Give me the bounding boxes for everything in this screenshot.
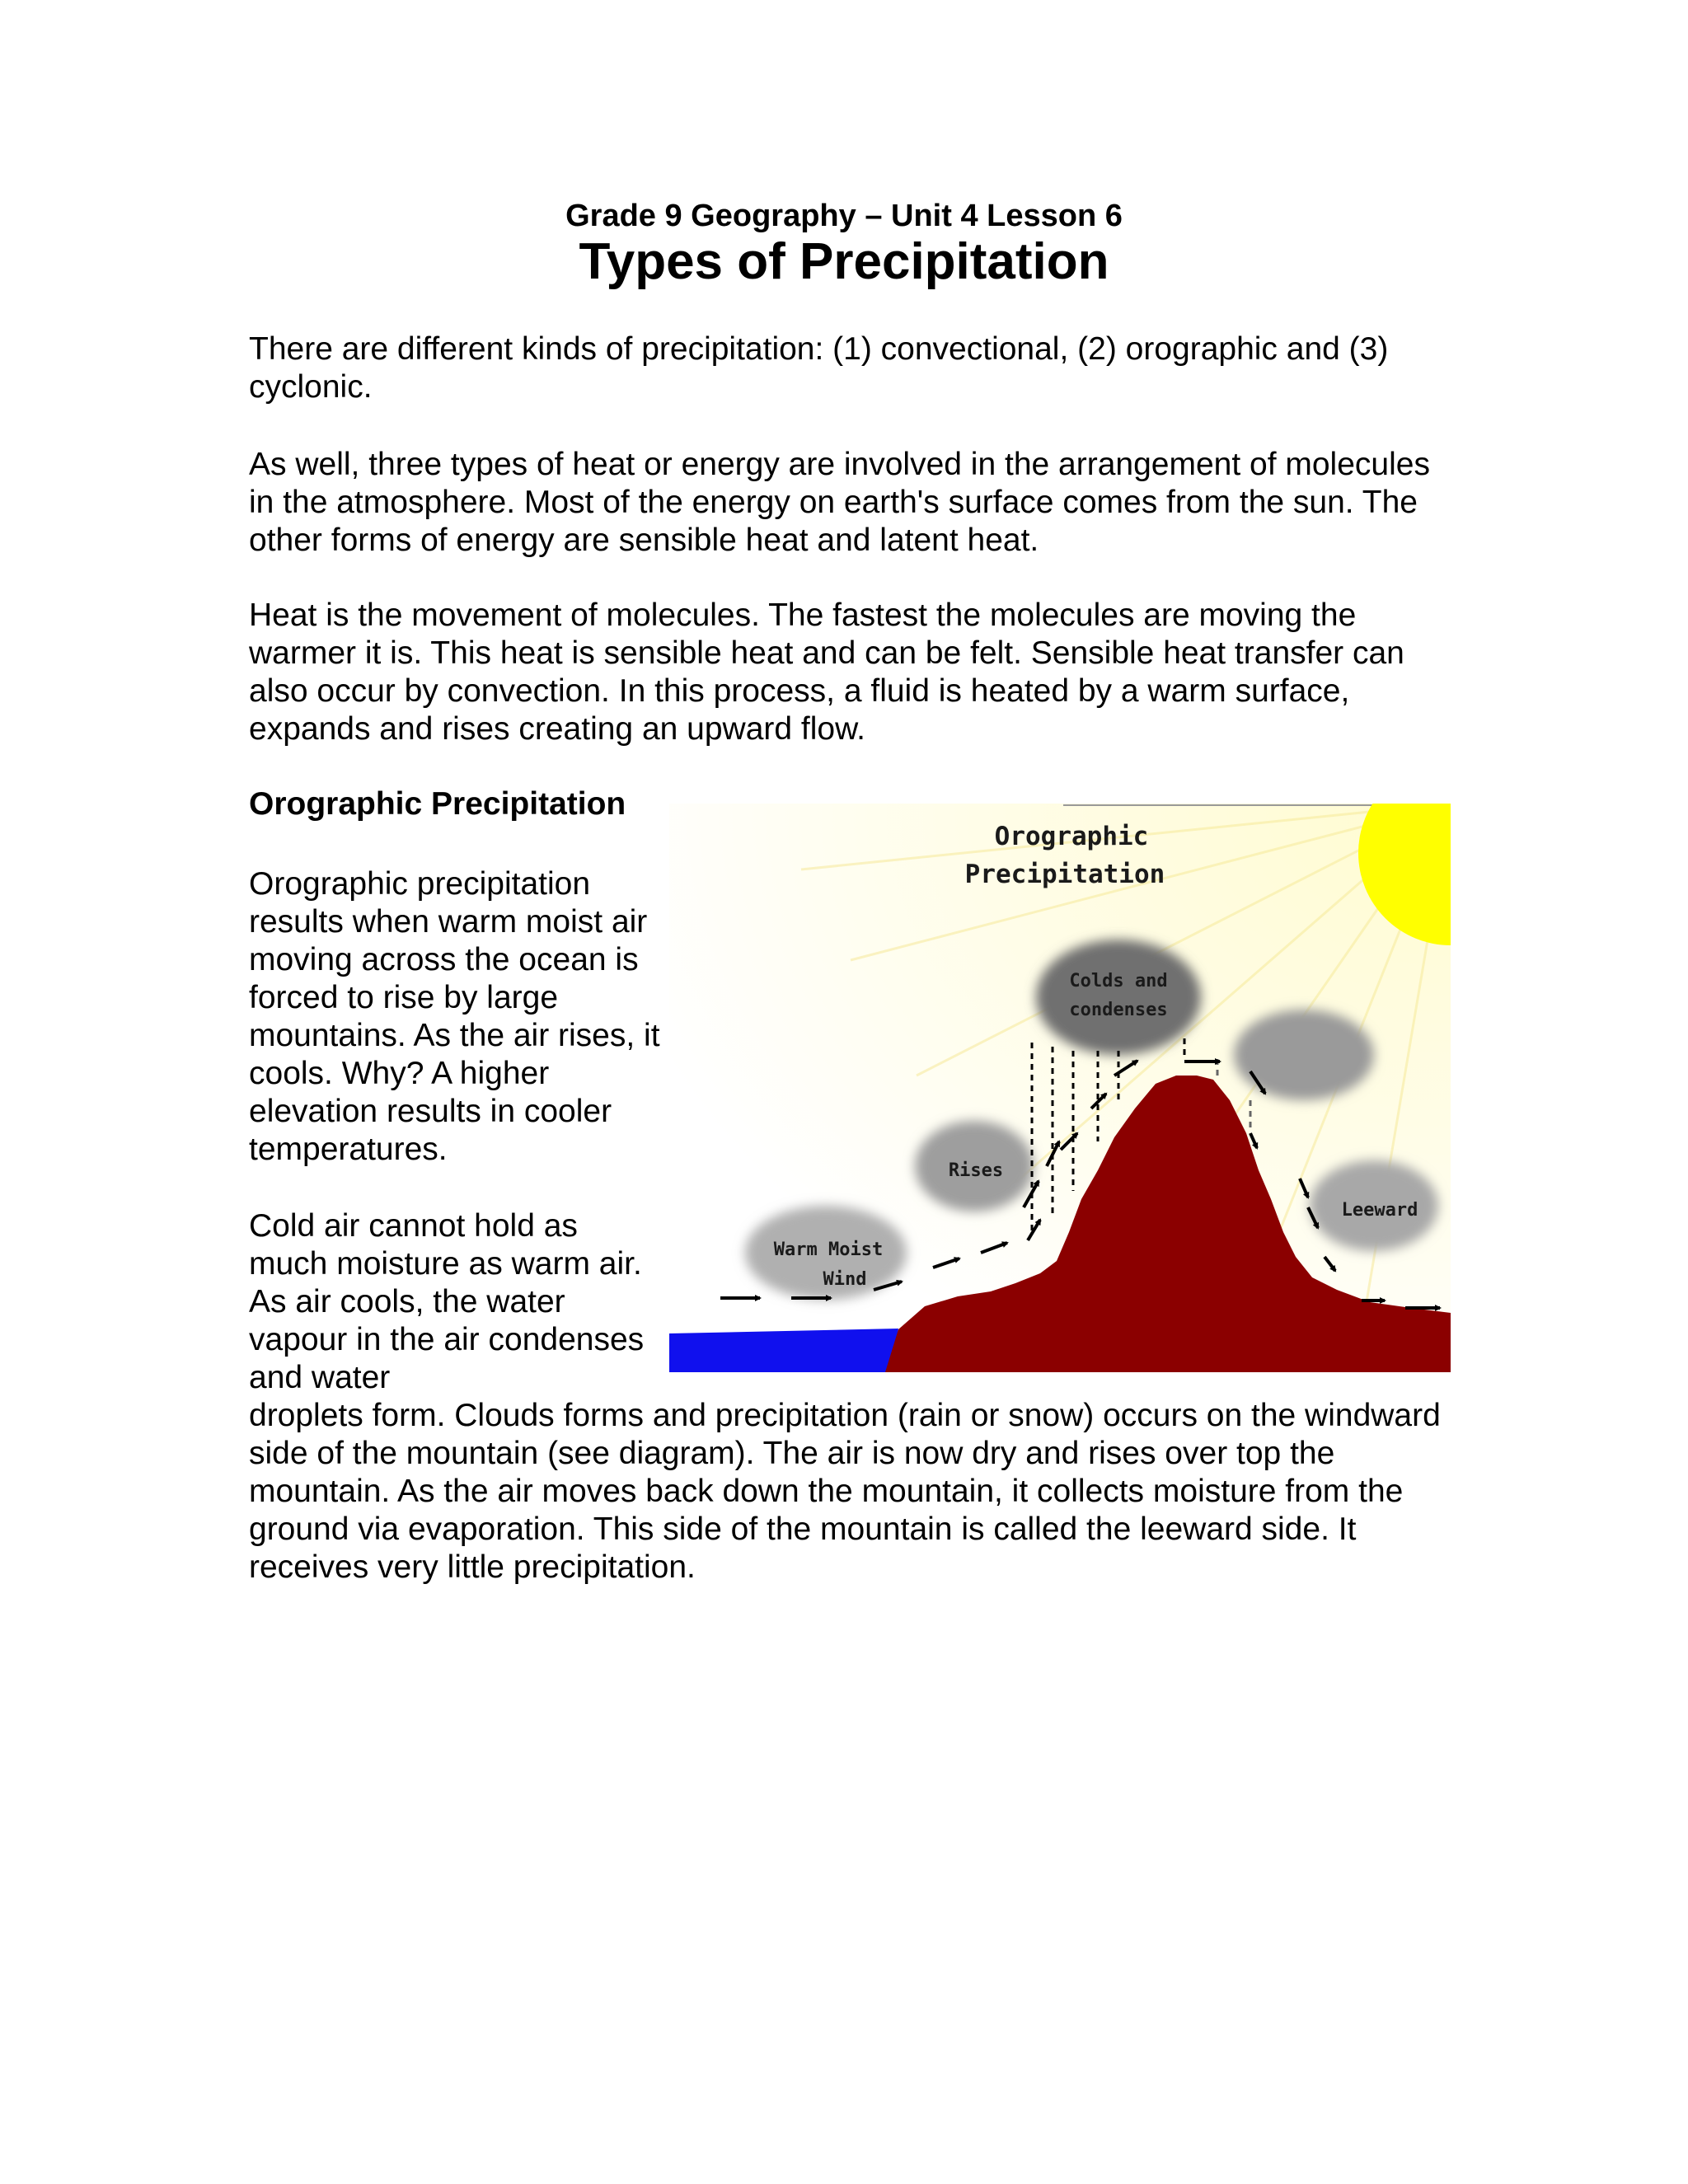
diagram-title-line-1: Orographic — [994, 822, 1149, 851]
diagram-title-line-2: Precipitation — [964, 860, 1165, 889]
cloud-leeward-label: Leeward — [1341, 1200, 1418, 1221]
ocean-shape — [669, 1329, 898, 1372]
orographic-paragraph-2: Cold air cannot hold as much moisture as warm air. As air cools, the water vapour in the air condenses and water — [249, 1208, 645, 1395]
cloud-warm-label-2: Wind — [823, 1269, 867, 1290]
diagram-svg — [669, 804, 1451, 1372]
section-heading-orographic: Orographic Precipitation — [249, 786, 626, 822]
lesson-subtitle: Grade 9 Geography – Unit 4 Lesson 6 — [565, 199, 1123, 233]
energy-paragraph: As well, three types of heat or energy are involved in the arrangement of molecules in the atmosphere. Most of the energy on earth's surface comes from the sun. The other forms of energy are sensible heat and latent heat. — [249, 447, 1430, 558]
heat-paragraph: Heat is the movement of molecules. The fastest the molecules are moving the warmer it is. This heat is sensible heat and can be felt. Sensible heat transfer can also occur by convection. In this process, a fluid is heated by a warm surface, expands and rises creating an upward flow. — [249, 598, 1404, 747]
page-title: Types of Precipitation — [579, 233, 1109, 290]
orographic-paragraph-1: Orographic precipitation results when warm moist air moving across the ocean is forced to rise by large mountains. As the air rises, it cools. Why? A higher elevation results in cooler temperatures. — [249, 866, 660, 1167]
orographic-precipitation-diagram — [669, 804, 1451, 1372]
cloud-rises-label: Rises — [948, 1160, 1004, 1181]
cloud-top-label-1: Colds and — [1069, 971, 1168, 991]
cloud-top-icon — [1036, 940, 1201, 1055]
orographic-paragraph-2-continued: droplets form. Clouds forms and precipitation (rain or snow) occurs on the windward side of the mountain (see diagram). The air is now dry and rises over top the mountain. As the air moves back down the mountain, it collects moisture from the ground via evaporation. This side of the mountain is called the leeward side. It receives very little precipitation. — [249, 1398, 1441, 1585]
cloud-right-icon — [1234, 1010, 1374, 1100]
cloud-warm-label-1: Warm Moist — [773, 1240, 884, 1260]
intro-paragraph: There are different kinds of precipitation: (1) convectional, (2) orographic and (3) cyclonic. — [249, 331, 1389, 405]
cloud-top-label-2: condenses — [1069, 1000, 1168, 1020]
